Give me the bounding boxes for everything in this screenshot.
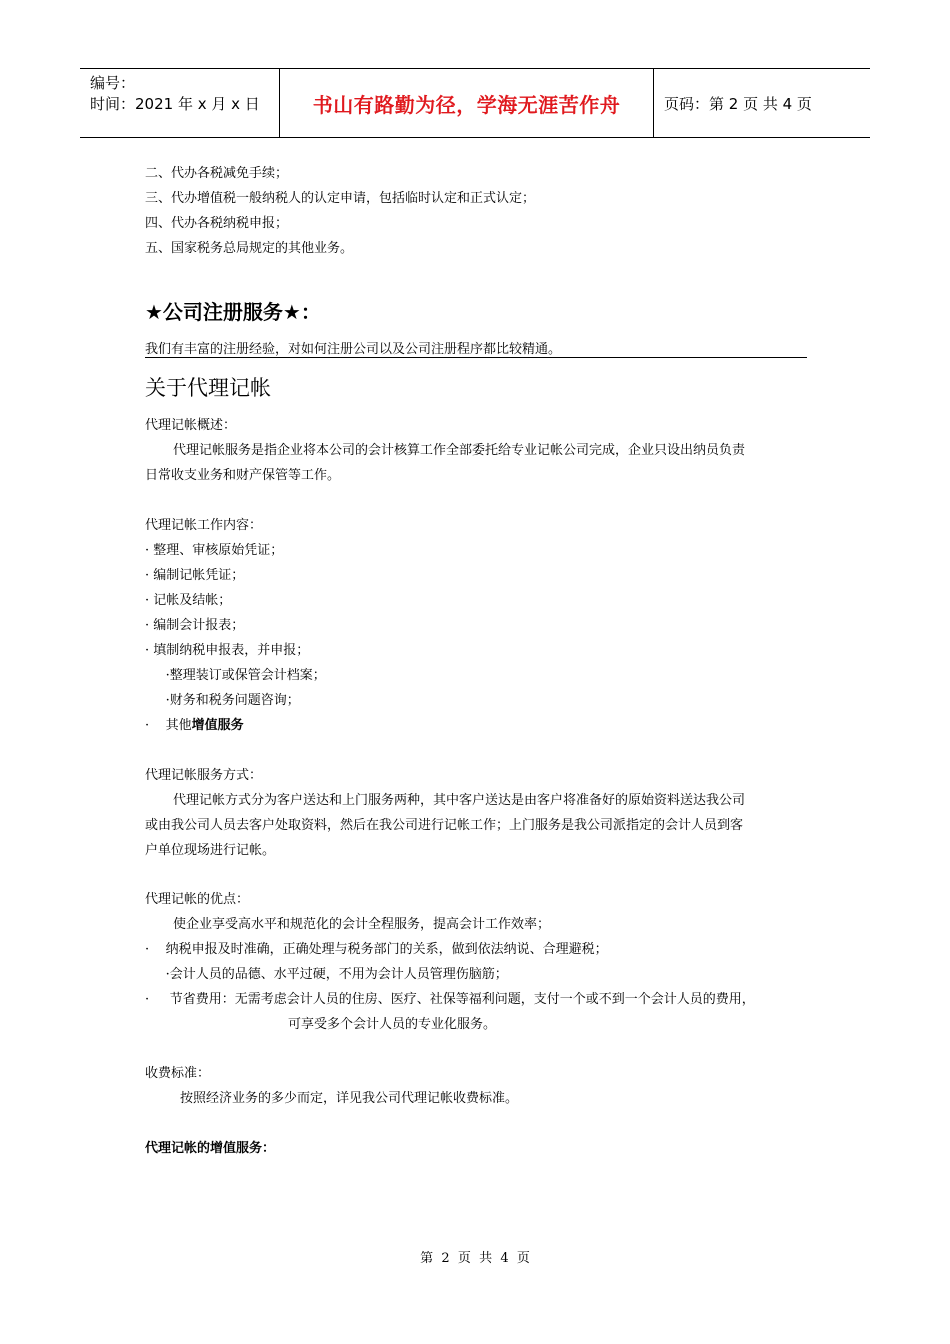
list-item: · 编制会计报表； [145,618,245,633]
advantages-label: 代理记帐的优点： [145,892,250,907]
list-item: ·整理装订或保管会计档案； [145,668,326,683]
advantage-item: · 节省费用：无需考虑会计人员的住房、医疗、社保等福利问题，支付一个或不到一个会计人员的费用， [145,992,755,1007]
overview-text: 日常收支业务和财产保管等工作。 [145,468,341,483]
overview-text: 代理记帐服务是指企业将本公司的会计核算工作全部委托给专业记帐公司完成，企业只设出纳员负责 [173,443,746,458]
overview-label: 代理记帐概述： [145,418,237,433]
advantage-item: · 纳税申报及时准确，正确处理与税务部门的关系，做到依法纳说、合理避税； [145,942,608,957]
company-registration-text: 我们有丰富的注册经验，对如何注册公司以及公司注册程序都比较精通。 [145,342,562,357]
header-page-number: 页码：第 2 页 共 4 页 [664,94,812,113]
fee-text: 按照经济业务的多少而定，详见我公司代理记帐收费标准。 [180,1091,519,1106]
tax-item: 二、代办各税减免手续； [145,166,289,181]
code-label: 编号： [90,74,136,92]
mode-text: 户单位现场进行记帐。 [145,843,276,858]
page-footer: 第 2 页 共 4 页 [420,1251,530,1266]
content-label: 代理记帐工作内容： [145,518,263,533]
bookkeeping-title: 关于代理记帐 [145,376,271,400]
header-motto: 书山有路勤为径，学海无涯苦作舟 [280,69,654,137]
list-item: · 填制纳税申报表，并申报； [145,643,310,658]
list-item: · 编制记帐凭证； [145,568,245,583]
list-item: ·财务和税务问题咨询； [145,693,300,708]
advantage-item: ·会计人员的品德、水平过硬，不用为会计人员管理伤脑筋； [145,967,508,982]
tax-item: 三、代办增值税一般纳税人的认定申请，包括临时认定和正式认定； [145,191,536,206]
header-meta [80,69,280,137]
advantage-item: 使企业享受高水平和规范化的会计全程服务，提高会计工作效率； [173,917,551,932]
value-added-heading: 代理记帐的增值服务： [145,1141,276,1156]
value-added-emphasis: 增值服务 [191,718,244,733]
tax-item: 五、国家税务总局规定的其他业务。 [145,241,354,256]
tax-item: 四、代办各税纳税申报； [145,216,289,231]
list-item-prefix: · 其他 [145,718,192,733]
list-item [145,714,244,733]
list-item: · 整理、审核原始凭证； [145,543,284,558]
page-header [80,68,870,138]
section-divider [145,357,807,358]
mode-label: 代理记帐服务方式： [145,768,263,783]
mode-text: 代理记帐方式分为客户送达和上门服务两种，其中客户送达是由客户将准备好的原始资料送达我公司 [173,793,746,808]
fee-label: 收费标准： [145,1066,211,1081]
list-item: · 记帐及结帐； [145,593,232,608]
mode-text: 或由我公司人员去客户处取资料，然后在我公司进行记帐工作；上门服务是我公司派指定的会计人员到客 [145,818,744,833]
company-registration-heading: ★公司注册服务★： [145,300,321,324]
time-label: 时间：2021 年 x 月 x 日 [90,95,260,113]
advantage-item: 可享受多个会计人员的专业化服务。 [288,1017,497,1032]
